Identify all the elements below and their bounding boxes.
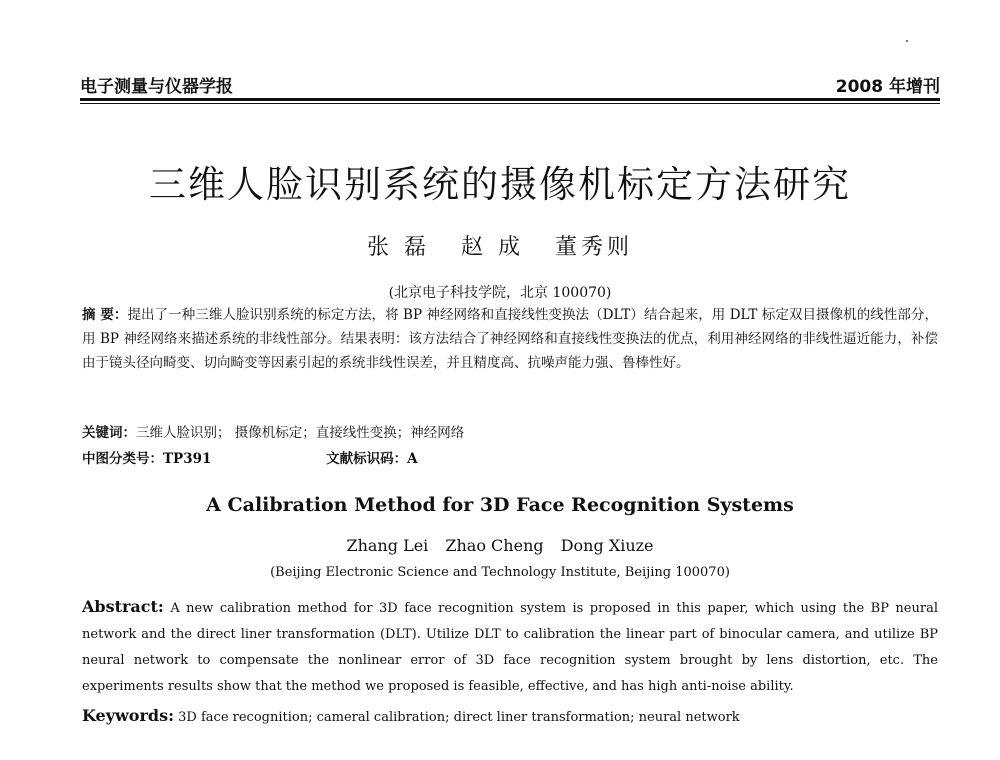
affiliation-zh: (北京电子科技学院，北京 100070) — [388, 285, 612, 301]
author-en: Zhang Lei — [346, 536, 429, 555]
abstract-zh-text: 提出了一种三维人脸识别系统的标定方法，将 BP 神经网络和直接线性变换法（DLT）结合起来，用 DLT 标定双目摄像机的线性部分，用 BP 神经网络来描述系统的非线性部分。结果表明：该方法结合了神经网络和直接线性变换法的优点，利用神经网络的非线性逼近能力，补偿由于镜头径向畸变、切向畸变等因素引起的系统非线性误差，并且精度高、抗噪声能力强、鲁棒性好。 — [82, 307, 938, 371]
abstract-zh-label: 摘 要： — [82, 307, 128, 323]
author-zh: 董秀则 — [554, 235, 633, 260]
keywords-en-text: 3D face recognition; cameral calibration; direct liner transformation; neural network — [178, 710, 740, 725]
running-header — [80, 72, 940, 97]
clc-value: TP391 — [163, 451, 212, 467]
scan-speck — [906, 40, 908, 42]
author-zh: 张 磊 — [366, 235, 430, 260]
keywords-zh-label: 关键词： — [82, 425, 136, 441]
abstract-zh — [82, 303, 938, 375]
doc-code-label: 文献标识码： — [326, 451, 408, 467]
classification-line — [82, 449, 938, 469]
journal-name: 电子测量与仪器学报 — [80, 77, 233, 97]
header-rule-thin — [80, 103, 940, 104]
author-en: Dong Xiuze — [560, 536, 654, 555]
clc-label: 中图分类号： — [82, 451, 163, 467]
keywords-zh-text: 三维人脸识别； 摄像机标定；直接线性变换；神经网络 — [136, 425, 465, 441]
abstract-en-text: A new calibration method for 3D face recognition system is proposed in this paper, which using the BP neural network and the direct liner transformation (DLT). Utilize DLT to calibration the linear part of binocular camera, and utilize BP neural network to compensate the nonlinear error of 3D face recognition system brought by lens distortion, etc. The experiments results show that the method we proposed is feasible, effective, and has high anti-noise ability. — [82, 601, 938, 694]
header-rule-thick — [80, 98, 940, 101]
keywords-zh — [82, 423, 938, 443]
keywords-en — [82, 705, 938, 729]
authors-zh — [0, 230, 1000, 261]
issue-label: 2008 年增刊 — [835, 77, 940, 97]
keywords-en-label: Keywords: — [82, 706, 175, 725]
paper-title-zh: 三维人脸识别系统的摄像机标定方法研究 — [149, 163, 851, 206]
affiliation-en: (Beijing Electronic Science and Technology Institute, Beijing 100070) — [270, 565, 730, 580]
author-zh: 赵 成 — [460, 235, 524, 260]
author-en: Zhao Cheng — [445, 536, 544, 555]
abstract-en-label: Abstract: — [82, 597, 164, 616]
doc-code-value: A — [407, 451, 418, 467]
authors-en — [0, 536, 1000, 555]
paper-title-en: A Calibration Method for 3D Face Recognition Systems — [206, 494, 794, 516]
abstract-en — [82, 594, 938, 700]
